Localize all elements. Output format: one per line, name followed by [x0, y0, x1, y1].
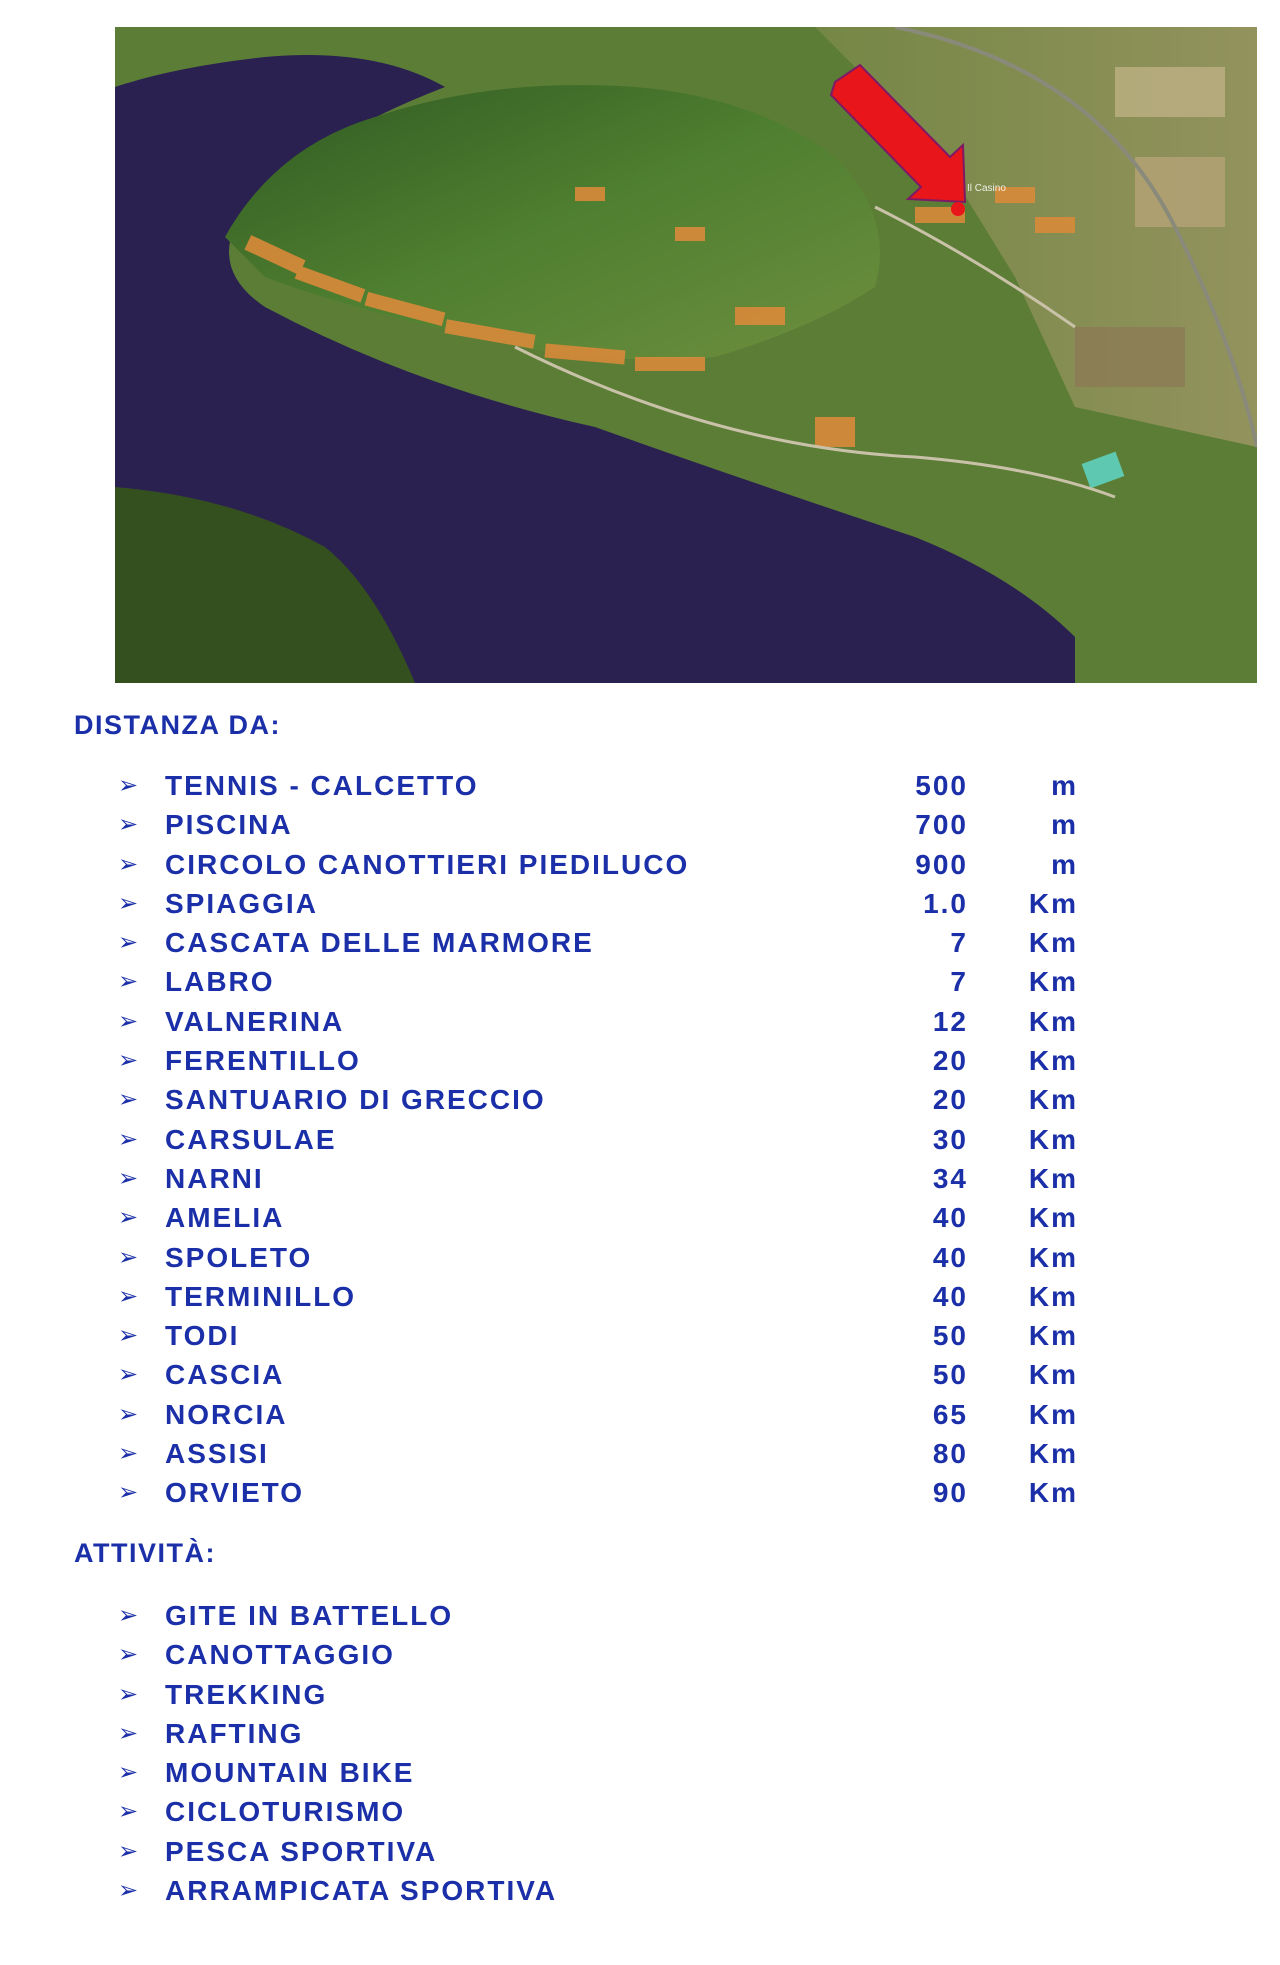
- activity-item: [118, 1871, 818, 1910]
- arrow-bullet-icon: ➢: [118, 1877, 141, 1905]
- distance-value: 500: [915, 770, 968, 801]
- distance-value: 7: [950, 966, 968, 998]
- distance-unit: Km: [1028, 1398, 1078, 1430]
- distance-destination: TERMINILLO: [165, 1280, 357, 1312]
- distance-unit: Km: [1028, 1359, 1078, 1391]
- arrow-bullet-icon: ➢: [118, 1440, 141, 1468]
- distance-item: [118, 1120, 1078, 1159]
- distance-value: 900: [915, 848, 968, 880]
- distance-value: 80: [932, 1438, 968, 1470]
- distance-value: 40: [932, 1241, 968, 1273]
- distance-unit: Km: [1028, 1045, 1078, 1077]
- activity-item: [118, 1753, 818, 1792]
- distance-destination: VALNERINA: [165, 1005, 345, 1037]
- arrow-bullet-icon: ➢: [118, 1837, 141, 1865]
- distance-destination: SPIAGGIA: [165, 887, 318, 919]
- arrow-bullet-icon: ➢: [118, 968, 141, 996]
- distance-list: [118, 766, 1078, 1513]
- distance-unit: m: [1051, 770, 1078, 801]
- activity-item: [118, 1635, 818, 1674]
- distance-item: [118, 805, 1078, 844]
- arrow-bullet-icon: ➢: [118, 1602, 141, 1629]
- arrow-bullet-icon: ➢: [118, 1125, 141, 1153]
- arrow-bullet-icon: ➢: [118, 1243, 141, 1271]
- distance-item: [118, 766, 1078, 805]
- distance-destination: CASCATA DELLE MARMORE: [165, 927, 594, 959]
- distance-unit: Km: [1028, 1280, 1078, 1312]
- distance-destination: NORCIA: [165, 1398, 288, 1430]
- distance-destination: FERENTILLO: [165, 1045, 361, 1077]
- activity-label: TREKKING: [165, 1678, 328, 1710]
- arrow-bullet-icon: ➢: [118, 1086, 141, 1114]
- distance-item: [118, 1355, 1078, 1394]
- distance-destination: ORVIETO: [165, 1477, 305, 1509]
- distance-unit: Km: [1028, 887, 1078, 919]
- distance-item: [118, 884, 1078, 923]
- distance-destination: SANTUARIO DI GRECCIO: [165, 1084, 546, 1116]
- distance-item: [118, 1002, 1078, 1041]
- distance-destination: TENNIS - CALCETTO: [165, 770, 479, 801]
- activity-label: CICLOTURISMO: [165, 1796, 406, 1828]
- distance-destination: CARSULAE: [165, 1123, 337, 1155]
- distance-destination: TODI: [165, 1320, 240, 1352]
- distance-unit: Km: [1028, 1005, 1078, 1037]
- distance-value: 7: [950, 927, 968, 959]
- arrow-bullet-icon: ➢: [118, 772, 141, 799]
- arrow-bullet-icon: ➢: [118, 811, 141, 839]
- arrow-bullet-icon: ➢: [118, 1641, 141, 1669]
- distance-destination: LABRO: [165, 966, 275, 998]
- activity-list: [118, 1596, 818, 1910]
- location-pin-label: Il Casino: [967, 183, 1006, 194]
- arrow-bullet-icon: ➢: [118, 1479, 141, 1507]
- arrow-bullet-icon: ➢: [118, 1680, 141, 1708]
- distance-value: 34: [932, 1162, 968, 1194]
- distance-value: 20: [932, 1045, 968, 1077]
- distance-value: 65: [932, 1398, 968, 1430]
- distance-item: [118, 962, 1078, 1001]
- distance-destination: SPOLETO: [165, 1241, 313, 1273]
- distance-item: [118, 1473, 1078, 1512]
- activity-label: RAFTING: [165, 1717, 304, 1749]
- distance-unit: Km: [1028, 1477, 1078, 1509]
- activity-label: CANOTTAGGIO: [165, 1639, 395, 1671]
- arrow-bullet-icon: ➢: [118, 1204, 141, 1232]
- distance-value: 700: [915, 809, 968, 841]
- distance-unit: Km: [1028, 927, 1078, 959]
- distance-item: [118, 845, 1078, 884]
- activity-item: [118, 1792, 818, 1831]
- arrow-bullet-icon: ➢: [118, 1322, 141, 1350]
- distance-value: 1.0: [923, 887, 968, 919]
- arrow-bullet-icon: ➢: [118, 889, 141, 917]
- arrow-bullet-icon: ➢: [118, 1719, 141, 1747]
- distance-item: [118, 1434, 1078, 1473]
- distance-unit: Km: [1028, 1320, 1078, 1352]
- activity-label: PESCA SPORTIVA: [165, 1835, 438, 1867]
- distanza-heading: DISTANZA DA:: [74, 710, 281, 740]
- arrow-bullet-icon: ➢: [118, 850, 141, 878]
- arrow-bullet-icon: ➢: [118, 1798, 141, 1826]
- distance-value: 50: [932, 1320, 968, 1352]
- distance-destination: PISCINA: [165, 809, 293, 841]
- distance-destination: CIRCOLO CANOTTIERI PIEDILUCO: [165, 848, 690, 880]
- distance-destination: CASCIA: [165, 1359, 285, 1391]
- arrow-bullet-icon: ➢: [118, 929, 141, 957]
- activity-item: [118, 1675, 818, 1714]
- distance-destination: ASSISI: [165, 1438, 269, 1470]
- arrow-bullet-icon: ➢: [118, 1047, 141, 1075]
- distance-value: 20: [932, 1084, 968, 1116]
- distance-unit: Km: [1028, 1438, 1078, 1470]
- distance-destination: AMELIA: [165, 1202, 285, 1234]
- arrow-bullet-icon: ➢: [118, 1164, 141, 1192]
- aerial-photo: [115, 27, 1257, 683]
- activity-item: [118, 1596, 818, 1635]
- activity-label: GITE IN BATTELLO: [165, 1600, 454, 1631]
- location-pin-icon: [951, 202, 965, 216]
- distance-item: [118, 1159, 1078, 1198]
- distance-unit: Km: [1028, 1123, 1078, 1155]
- distance-value: 40: [932, 1202, 968, 1234]
- distance-value: 30: [932, 1123, 968, 1155]
- distance-unit: m: [1051, 809, 1078, 841]
- distance-item: [118, 923, 1078, 962]
- distance-item: [118, 1277, 1078, 1316]
- distance-item: [118, 1238, 1078, 1277]
- distance-unit: m: [1051, 848, 1078, 880]
- distance-unit: Km: [1028, 1084, 1078, 1116]
- distance-value: 90: [932, 1477, 968, 1509]
- distance-destination: NARNI: [165, 1162, 264, 1194]
- distance-item: [118, 1080, 1078, 1119]
- distance-value: 12: [932, 1005, 968, 1037]
- distance-item: [118, 1198, 1078, 1237]
- activity-label: MOUNTAIN BIKE: [165, 1757, 415, 1789]
- aerial-map-illustration: [115, 27, 1257, 683]
- distance-value: 40: [932, 1280, 968, 1312]
- activity-item: [118, 1714, 818, 1753]
- arrow-bullet-icon: ➢: [118, 1759, 141, 1787]
- distance-item: [118, 1316, 1078, 1355]
- distance-value: 50: [932, 1359, 968, 1391]
- distance-unit: Km: [1028, 1202, 1078, 1234]
- attivita-heading: ATTIVITÀ:: [74, 1538, 216, 1568]
- activity-item: [118, 1832, 818, 1871]
- distance-item: [118, 1395, 1078, 1434]
- distance-unit: Km: [1028, 966, 1078, 998]
- arrow-bullet-icon: ➢: [118, 1282, 141, 1310]
- arrow-bullet-icon: ➢: [118, 1007, 141, 1035]
- activity-label: ARRAMPICATA SPORTIVA: [165, 1875, 558, 1907]
- arrow-bullet-icon: ➢: [118, 1400, 141, 1428]
- distance-item: [118, 1041, 1078, 1080]
- distance-unit: Km: [1028, 1241, 1078, 1273]
- arrow-bullet-icon: ➢: [118, 1361, 141, 1389]
- distance-unit: Km: [1028, 1162, 1078, 1194]
